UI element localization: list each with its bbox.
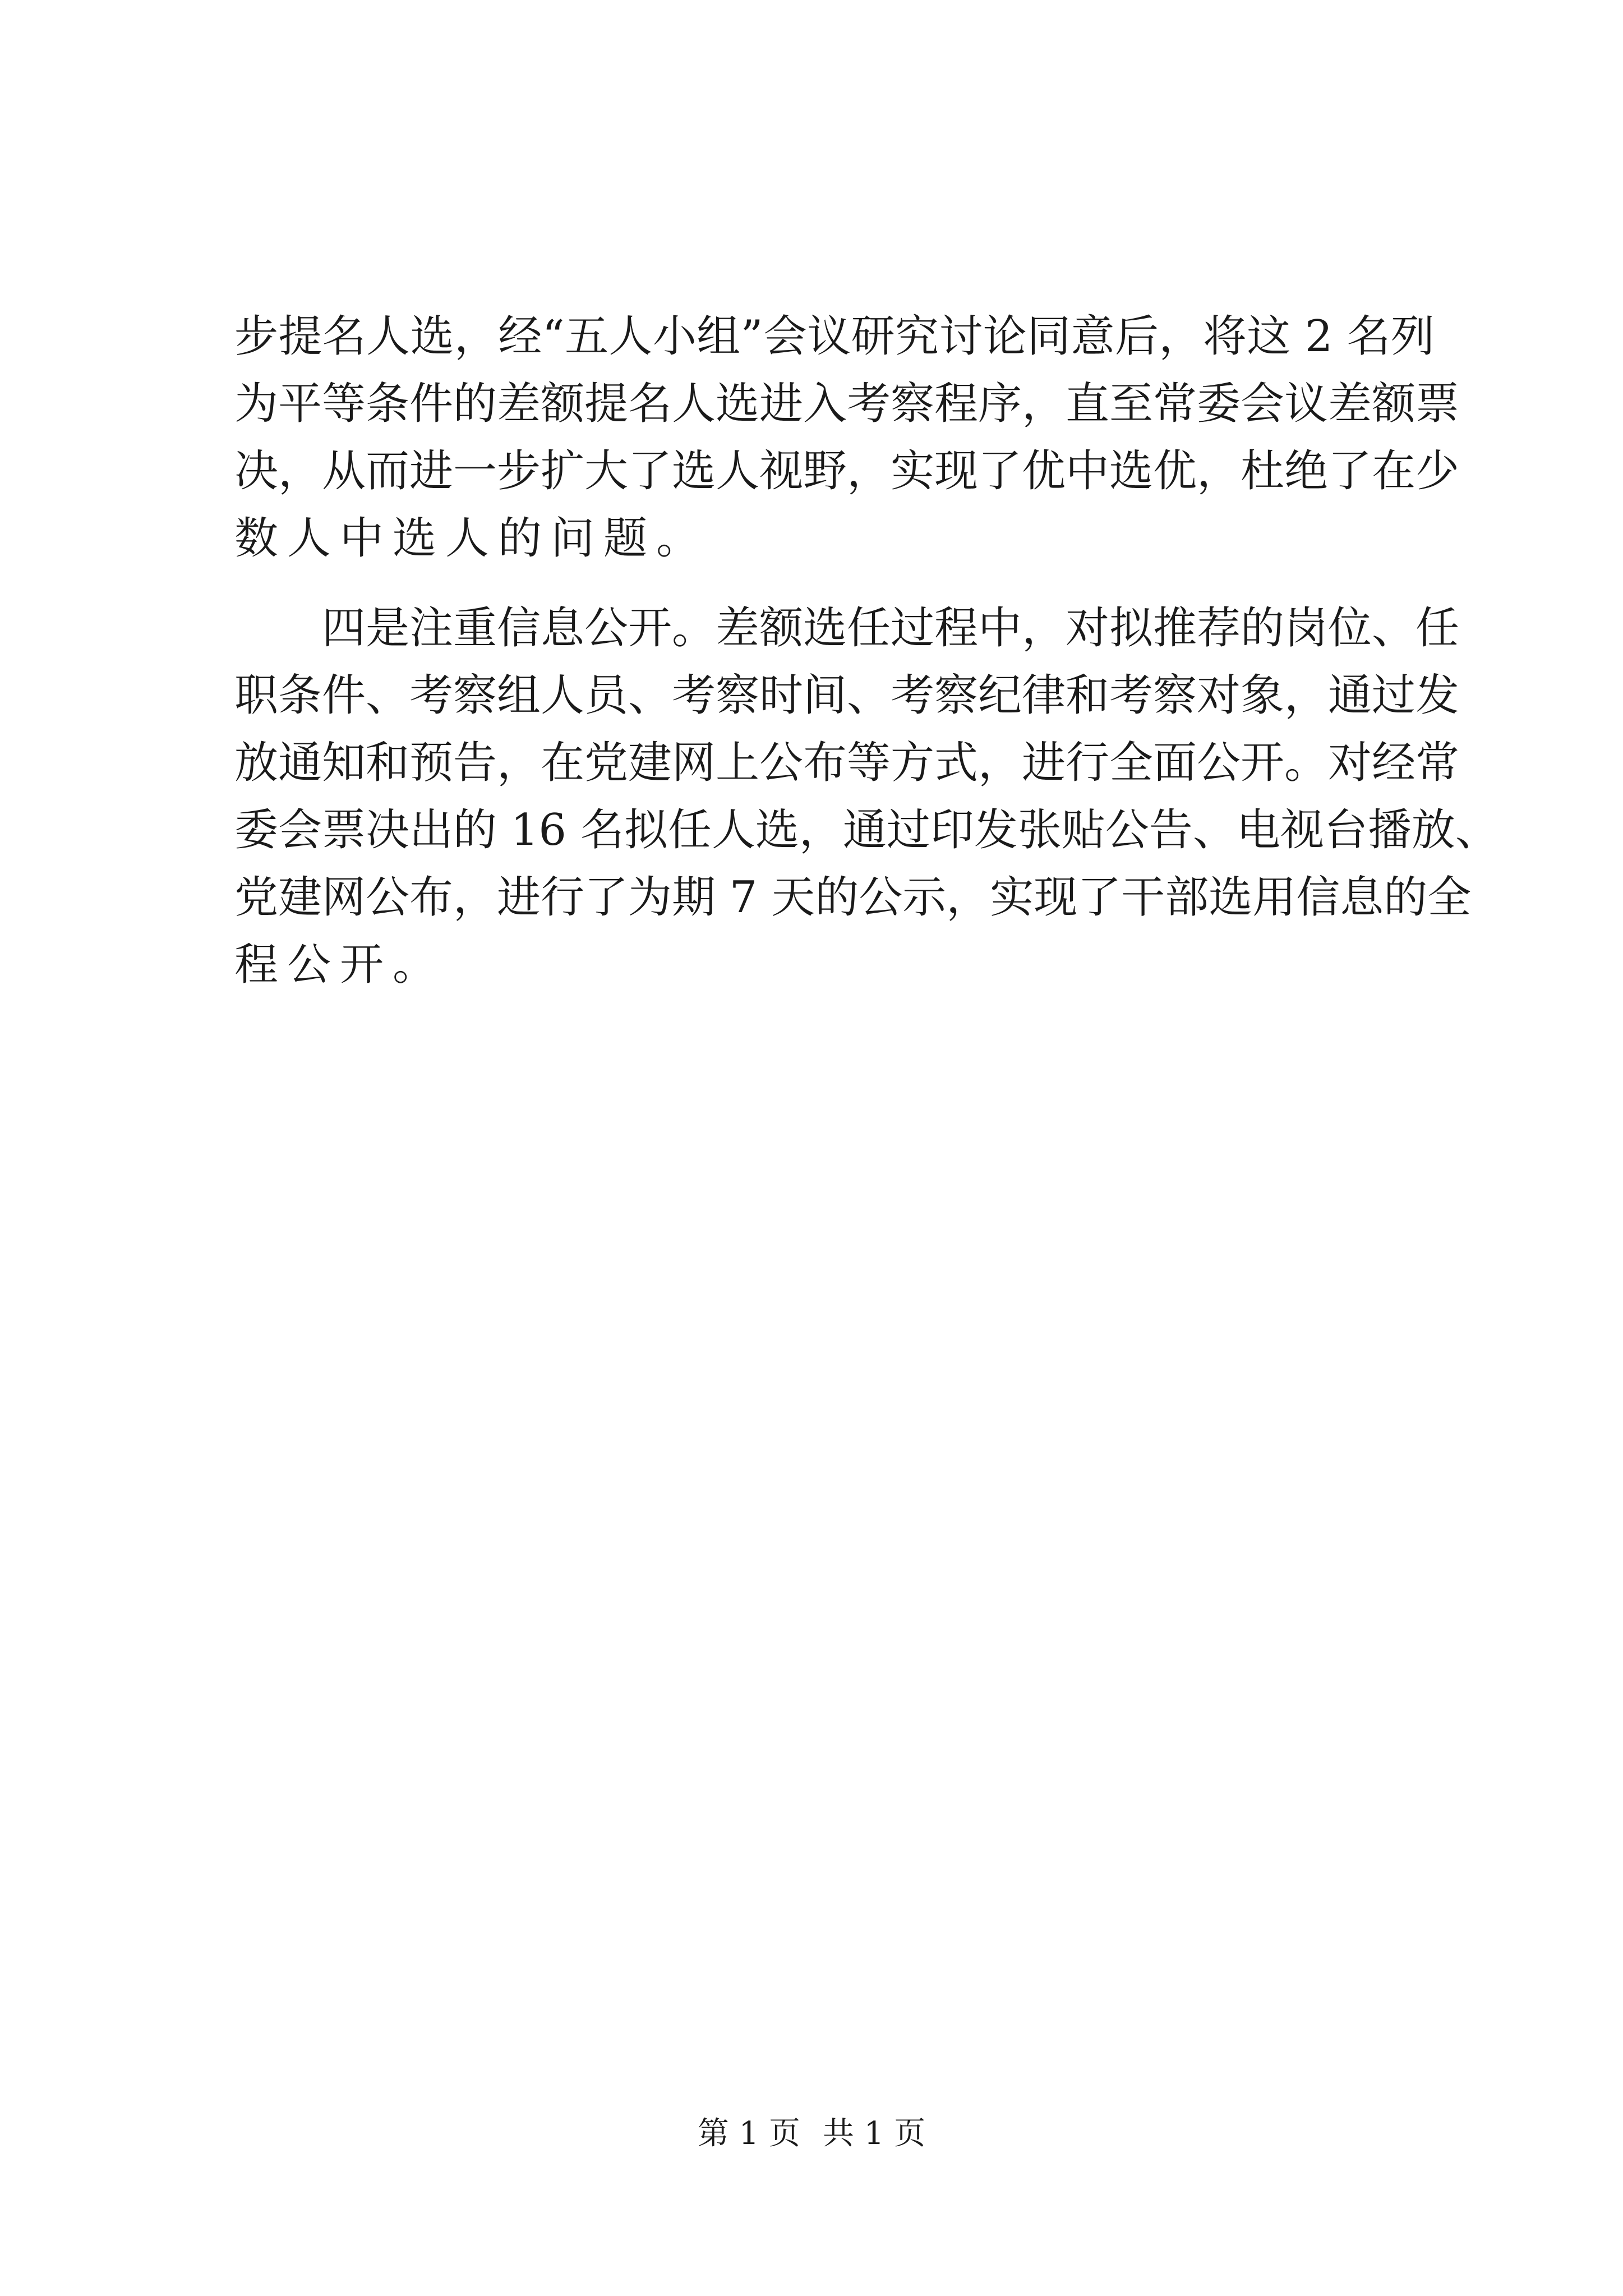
text-line: 数人中选人的问题。: [234, 513, 709, 564]
text-line: 四是注重信息公开。差额选任过程中，对拟推荐的岗位、任: [322, 603, 1460, 654]
text-line: 党建网公布，进行了为期 7 天的公示，实现了干部选用信息的全: [234, 872, 1472, 923]
page-number: 第 1 页: [697, 2115, 800, 2152]
text-line: 委会票决出的 16 名拟任人选，通过印发张贴公告、电视台播放、: [234, 805, 1499, 855]
text-line: 步提名人选，经“五人小组”会议研究讨论同意后，将这 2 名列: [234, 311, 1435, 362]
page-total: 共 1 页: [823, 2115, 926, 2152]
paragraph-spacer: [234, 572, 1435, 595]
text-line: 决，从而进一步扩大了选人视野，实现了优中选优，杜绝了在少: [234, 446, 1460, 496]
paragraph: [234, 303, 1460, 572]
document-body: [234, 303, 1499, 999]
text-line: 职条件、考察组人员、考察时间、考察纪律和考察对象，通过发: [234, 670, 1460, 721]
paragraph: [234, 595, 1499, 999]
page-footer: [0, 2114, 1623, 2154]
text-line: 放通知和预告，在党建网上公布等方式，进行全面公开。对经常: [234, 738, 1460, 788]
text-line: 程公开。: [234, 940, 446, 990]
text-line: 为平等条件的差额提名人选进入考察程序，直至常委会议差额票: [234, 379, 1460, 429]
